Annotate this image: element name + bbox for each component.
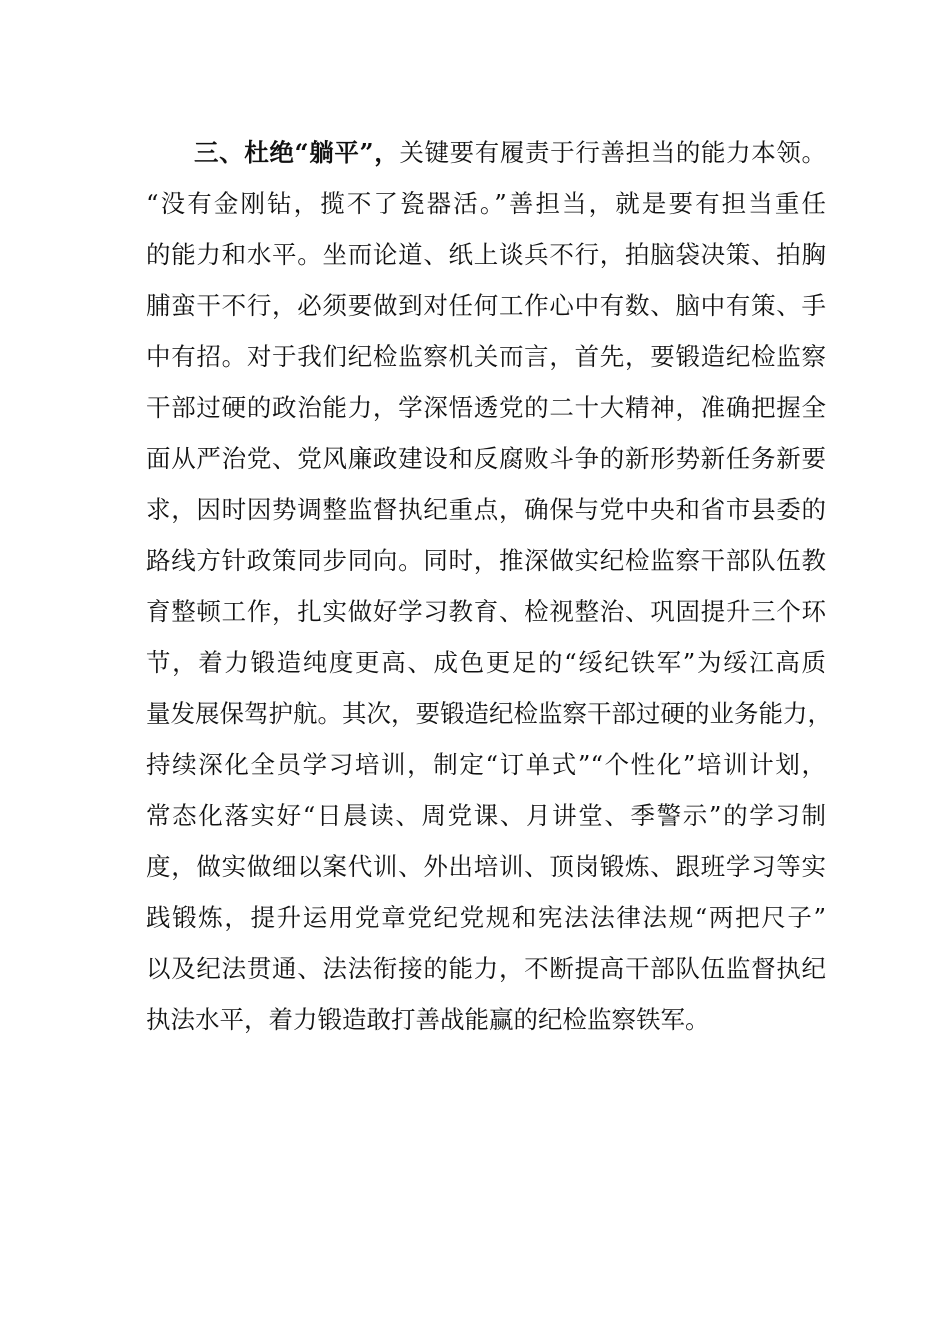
paragraph-line-17: 以及纪法贯通、法法衔接的能力，不断提高干部队伍监督执纪 [146,954,826,983]
paragraph-line-1 [146,127,826,178]
paragraph-line-11: 节，着力锻造纯度更高、成色更足的“绥纪铁军”为绥江高质 [146,648,826,677]
paragraph-line-12: 量发展保驾护航。其次，要锻造纪检监察干部过硬的业务能力， [146,699,832,728]
paragraph-line-14: 常态化落实好“日晨读、周党课、月讲堂、季警示”的学习制 [146,801,826,830]
paragraph-line-5: 中有招。对于我们纪检监察机关而言，首先，要锻造纪检监察 [146,342,826,371]
paragraph-line-10: 育整顿工作，扎实做好学习教育、检视整治、巩固提升三个环 [146,597,826,626]
paragraph-line-13: 持续深化全员学习培训，制定“订单式”“个性化”培训计划， [146,750,826,779]
body-paragraph [146,127,832,1045]
paragraph-line-6: 干部过硬的政治能力，学深悟透党的二十大精神，准确把握全 [146,393,826,422]
paragraph-line-3: 的能力和水平。坐而论道、纸上谈兵不行，拍脑袋决策、拍胸 [146,240,826,269]
paragraph-line-8: 求，因时因势调整监督执纪重点，确保与党中央和省市县委的 [146,495,826,524]
paragraph-line-4: 脯蛮干不行，必须要做到对任何工作心中有数、脑中有策、手 [146,291,826,320]
paragraph-line-2: “没有金刚钻，揽不了瓷器活。”善担当，就是要有担当重任 [146,189,826,218]
paragraph-line-15: 度，做实做细以案代训、外出培训、顶岗锻炼、跟班学习等实 [146,852,826,881]
paragraph-line-16: 践锻炼，提升运用党章党纪党规和宪法法律法规“两把尺子” [146,903,826,932]
paragraph-line-7: 面从严治党、党风廉政建设和反腐败斗争的新形势新任务新要 [146,444,826,473]
paragraph-line-18: 执法水平，着力锻造敢打善战能赢的纪检监察铁军。 [146,1005,710,1034]
paragraph-line-9: 路线方针政策同步同向。同时，推深做实纪检监察干部队伍教 [146,546,826,575]
paragraph-line-text: 关键要有履责于行善担当的能力本领。 [399,138,827,167]
section-heading: 三、杜绝“躺平”， [194,138,400,167]
